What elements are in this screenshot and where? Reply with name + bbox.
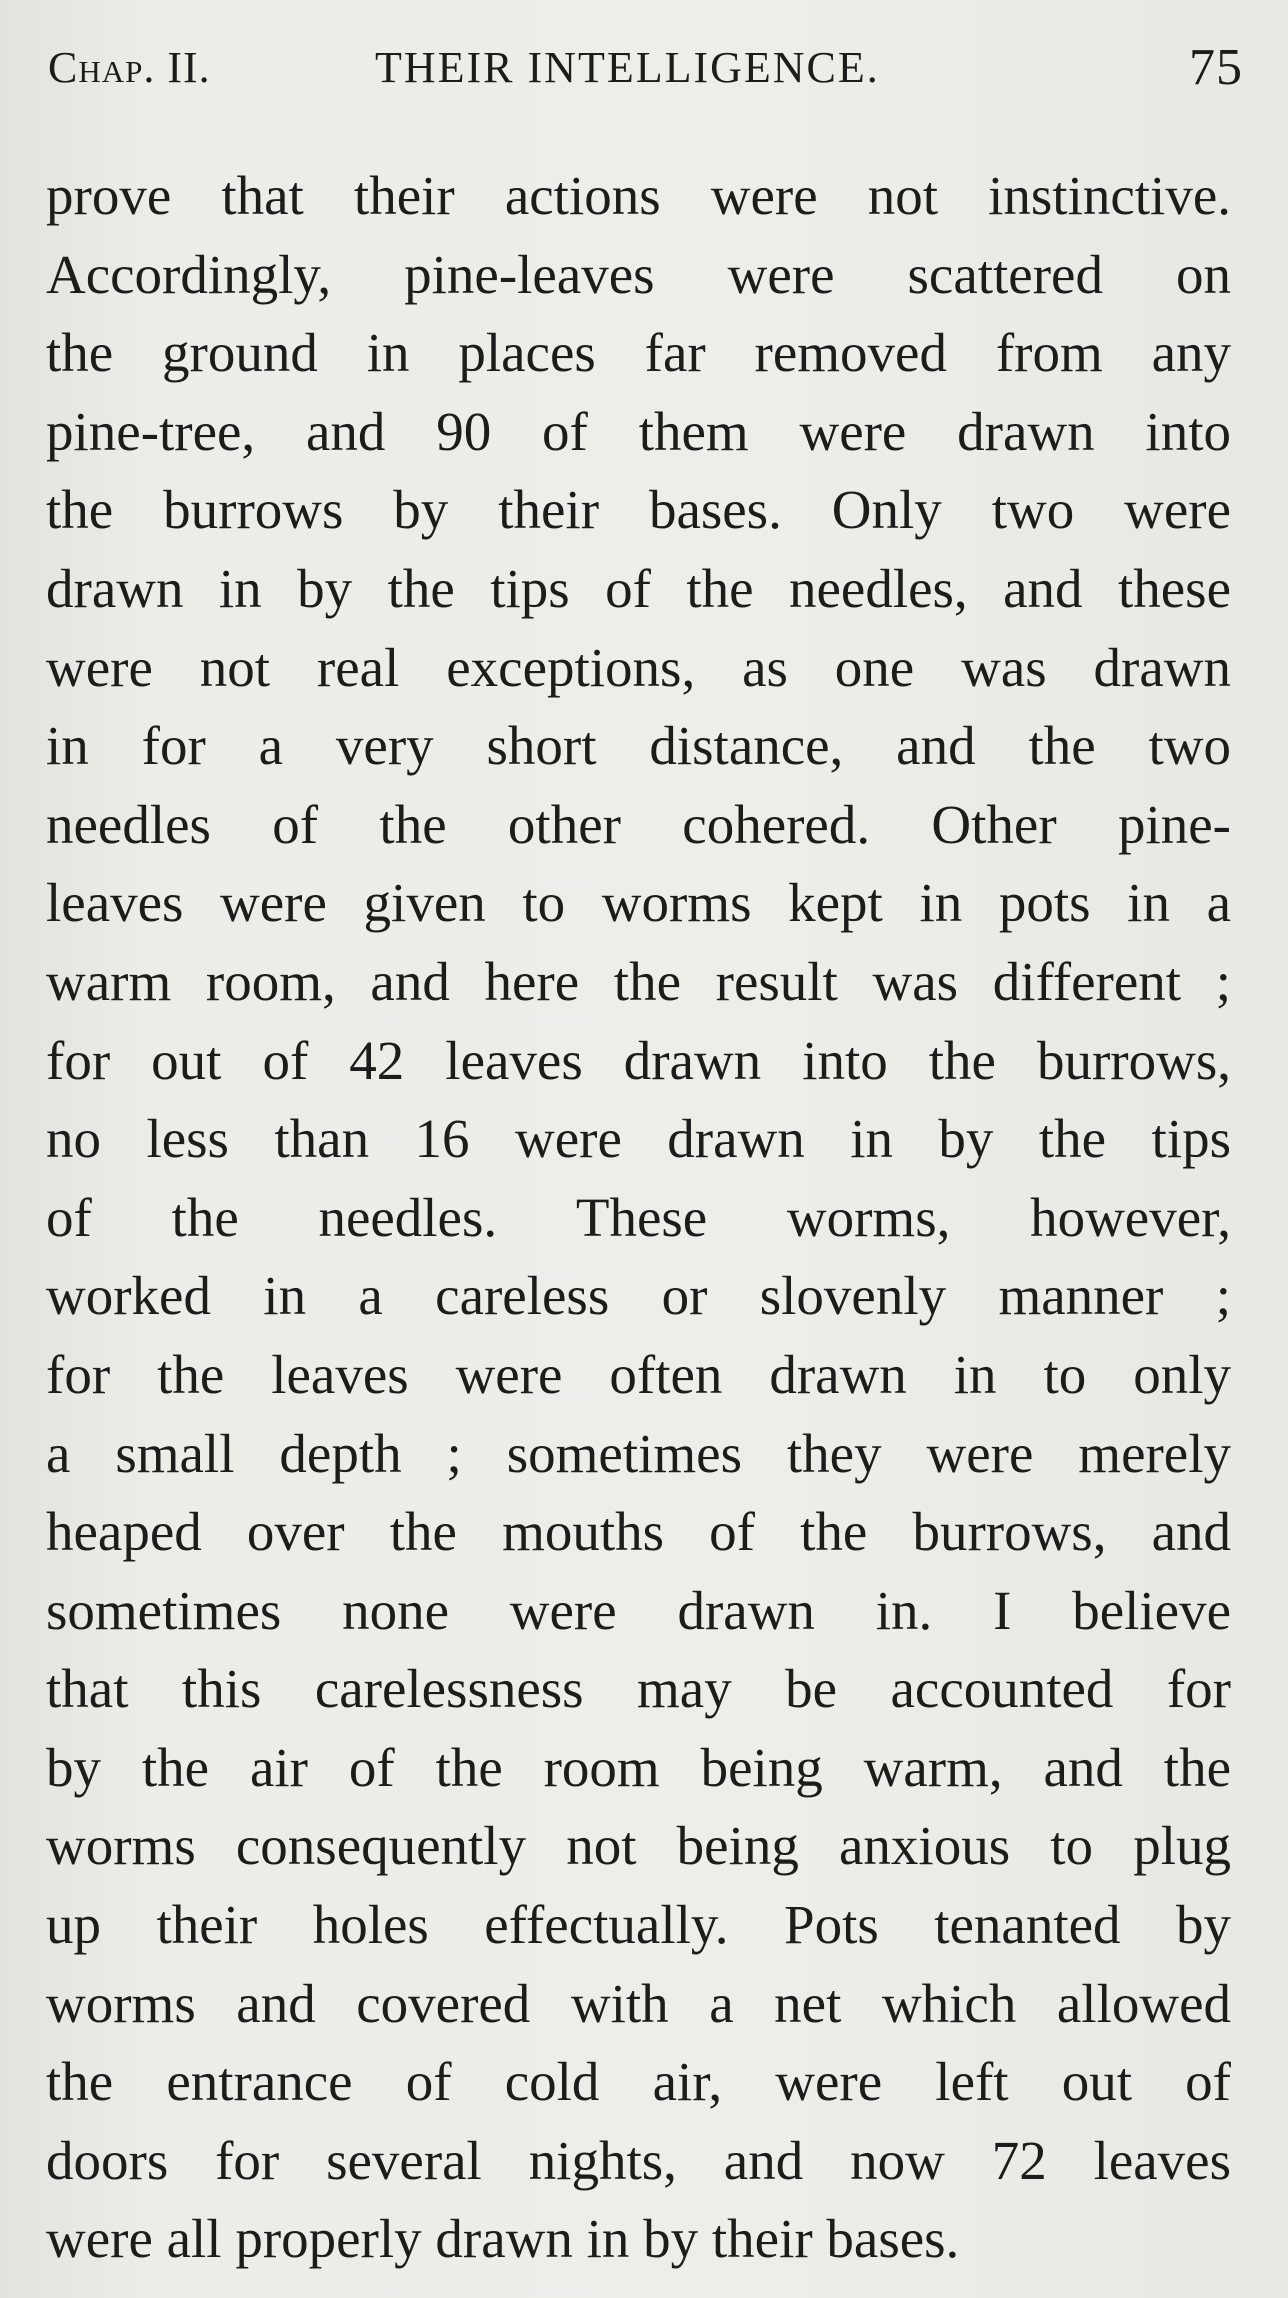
- text-line: that this carelessness may be accounted for: [46, 1658, 1231, 1720]
- text-line: by the air of the room being warm, and the: [46, 1736, 1231, 1798]
- body-paragraph: [46, 157, 1231, 2279]
- text-line: worms consequently not being anxious to plug: [46, 1815, 1231, 1877]
- text-line: worked in a careless or slovenly manner ;: [46, 1265, 1231, 1327]
- text-line: of the needles. These worms, however,: [46, 1186, 1231, 1248]
- text-line: were not real exceptions, as one was drawn: [46, 636, 1231, 698]
- text-line: for out of 42 leaves drawn into the burrows,: [46, 1029, 1231, 1091]
- text-line: a small depth ; sometimes they were merely: [46, 1422, 1231, 1484]
- text-line: sometimes none were drawn in. I believe: [46, 1579, 1231, 1641]
- text-line: the entrance of cold air, were left out of: [46, 2051, 1231, 2113]
- text-line: in for a very short distance, and the two: [46, 715, 1231, 777]
- text-line: for the leaves were often drawn in to only: [46, 1343, 1231, 1405]
- text-line: worms and covered with a net which allowed: [46, 1972, 1231, 2034]
- text-line: leaves were given to worms kept in pots in a: [46, 872, 1231, 934]
- text-line: doors for several nights, and now 72 leaves: [46, 2129, 1231, 2191]
- text-line: heaped over the mouths of the burrows, and: [46, 1501, 1231, 1563]
- running-head: [48, 38, 1243, 98]
- text-line: warm room, and here the result was different ;: [46, 950, 1231, 1012]
- running-title: THEIR INTELLIGENCE.: [375, 43, 880, 92]
- text-line: pine-tree, and 90 of them were drawn into: [46, 400, 1231, 462]
- page-number: 75: [1189, 39, 1243, 96]
- text-line: drawn in by the tips of the needles, and these: [46, 557, 1231, 619]
- text-line: Accordingly, pine-leaves were scattered on: [46, 243, 1231, 305]
- text-line: the ground in places far removed from any: [46, 322, 1231, 384]
- text-line: prove that their actions were not instinctive.: [46, 165, 1231, 226]
- text-line: no less than 16 were drawn in by the tips: [46, 1108, 1231, 1170]
- text-line: were all properly drawn in by their bases.: [46, 2208, 960, 2270]
- text-line: the burrows by their bases. Only two were: [46, 479, 1231, 541]
- chapter-label: Chap. II.: [48, 43, 211, 92]
- text-line: needles of the other cohered. Other pine-: [46, 793, 1231, 855]
- text-line: up their holes effectually. Pots tenanted by: [46, 1894, 1231, 1956]
